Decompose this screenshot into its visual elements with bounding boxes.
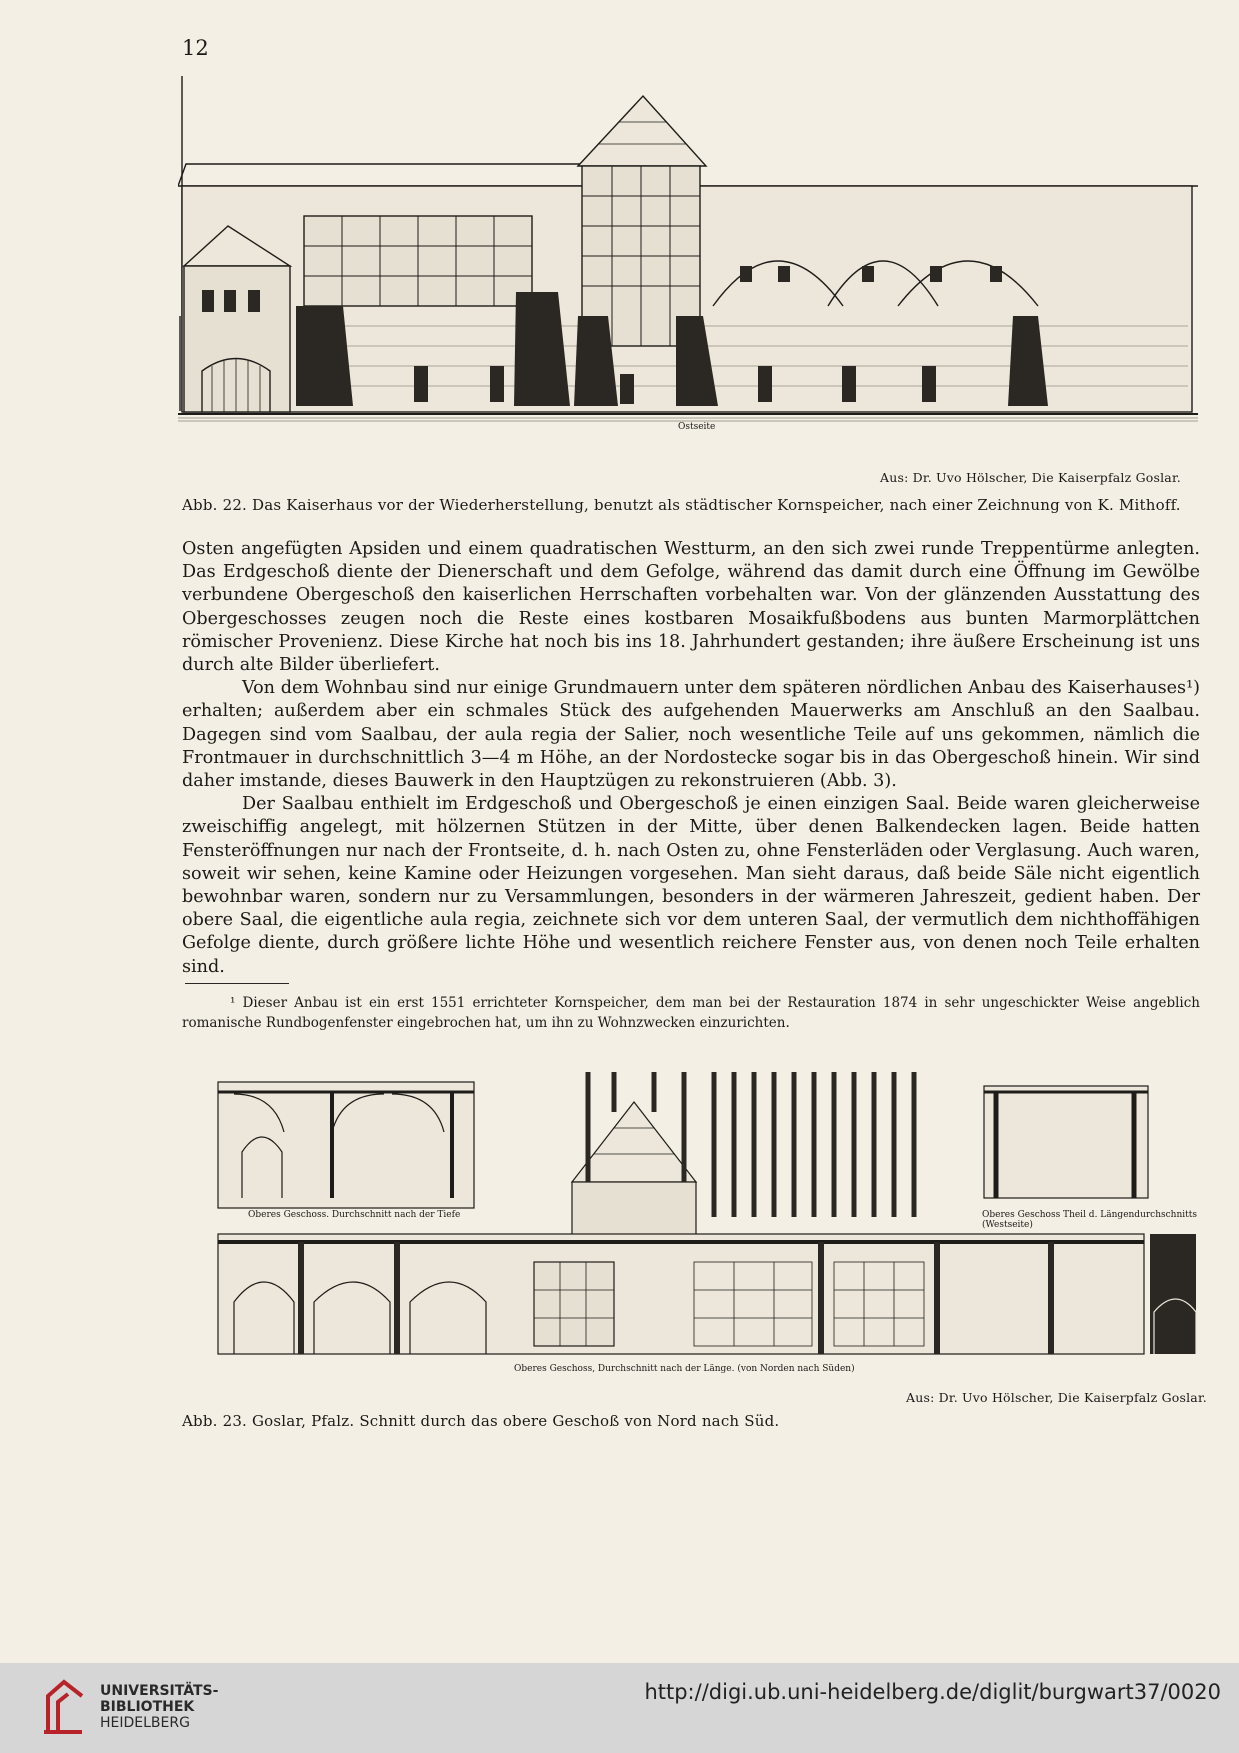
footnote-divider — [185, 983, 289, 984]
body-text — [182, 538, 1200, 979]
source-url-link[interactable]: http://digi.ub.uni-heidelberg.de/diglit/burgwart37/0020 — [644, 1680, 1221, 1704]
figure23-caption: Abb. 23. Goslar, Pfalz. Schnitt durch das obere Geschoß von Nord nach Süd. — [182, 1412, 780, 1430]
logo-line: BIBLIOTHEK — [100, 1699, 195, 1715]
logo-line: UNIVERSITÄTS- — [100, 1683, 219, 1699]
page-number: 12 — [182, 36, 209, 60]
paragraph: Osten angefügten Apsiden und einem quadratischen Westturm, an den sich zwei runde Treppentürme anlegten. Das Erdgeschoß diente der Dienerschaft und dem Gefolge, während das damit durch eine Öffnung im Gewölbe verbundene Obergeschoß den kaiserlichen Herrschaften vorbehalten war. Von der glänzenden Ausstattung des Obergeschosses zeugen noch die Reste eines kostbaren Mosaikfußbodens aus bunten Marmorplättchen römischer Provenienz. Diese Kirche hat noch bis ins 18. Jahrhundert gestanden; ihre äußere Erscheinung ist uns durch alte Bilder überliefert. — [182, 539, 1200, 676]
figure22-caption: Abb. 22. Das Kaiserhaus vor der Wiederherstellung, benutzt als städtischer Kornspeicher, nach einer Zeichnung von K. Mithoff. — [182, 496, 1181, 514]
figure23-label-right: Oberes Geschoss Theil d. Längendurchschnitts (Westseite) — [982, 1210, 1197, 1230]
kaiserhaus-illustration — [178, 66, 1208, 476]
paragraph: Von dem Wohnbau sind nur einige Grundmauern unter dem späteren nördlichen Anbau des Kaiserhauses¹) erhalten; außerdem aber ein schmales Stück des aufgehenden Mauerwerks am Anschluß an den Saalbau. Dagegen sind vom Saalbau, der aula regia der Salier, noch wesentliche Teile auf uns gekommen, nämlich die Frontmauer in durchschnittlich 3—4 m Höhe, an der Nordostecke sogar bis in das Obergeschoß hinein. Wir sind daher imstande, dieses Bauwerk in den Hauptzügen zu rekonstruieren (Abb. 3). — [182, 678, 1200, 792]
figure22-label: Ostseite — [678, 422, 716, 432]
logo-line: HEIDELBERG — [100, 1715, 190, 1731]
figure23-label-bottom: Oberes Geschoss, Durchschnitt nach der Länge. (von Norden nach Süden) — [514, 1364, 855, 1374]
footnote: ¹ Dieser Anbau ist ein erst 1551 errichteter Kornspeicher, dem man bei der Restauration 1874 in sehr ungeschickter Weise angeblich romanische Rundbogenfenster eingebrochen hat, um ihn zu Wohnzwecken einzurichten. — [182, 995, 1200, 1031]
figure23-label-left: Oberes Geschoss. Durchschnitt nach der Tiefe — [248, 1210, 461, 1220]
library-logo-text[interactable] — [100, 1683, 218, 1731]
library-logo-icon[interactable] — [42, 1674, 88, 1736]
figure22-credit: Aus: Dr. Uvo Hölscher, Die Kaiserpfalz Goslar. — [880, 470, 1181, 485]
paragraph: Der Saalbau enthielt im Erdgeschoß und Obergeschoß je einen einzigen Saal. Beide waren gleicherweise zweischiffig angelegt, mit hölzernen Stützen in der Mitte, über denen Balkendecken lagen. Beide hatten Fensteröffnungen nur nach der Frontseite, d. h. nach Osten zu, ohne Fensterläden oder Verglasung. Auch waren, soweit wir sehen, keine Kamine oder Heizungen vorgesehen. Man sieht daraus, daß beide Säle nicht eigentlich bewohnbar waren, sondern nur zu Versammlungen, besonders in der wärmeren Jahreszeit, gedient haben. Der obere Saal, die eigentliche aula regia, zeichnete sich vor dem unteren Saal, der vermutlich dem nichthoffähigen Gefolge diente, durch größere lichte Höhe und wesentlich reichere Fenster aus, von denen noch Teile erhalten sind. — [182, 794, 1200, 977]
figure23-credit: Aus: Dr. Uvo Hölscher, Die Kaiserpfalz Goslar. — [906, 1390, 1207, 1405]
